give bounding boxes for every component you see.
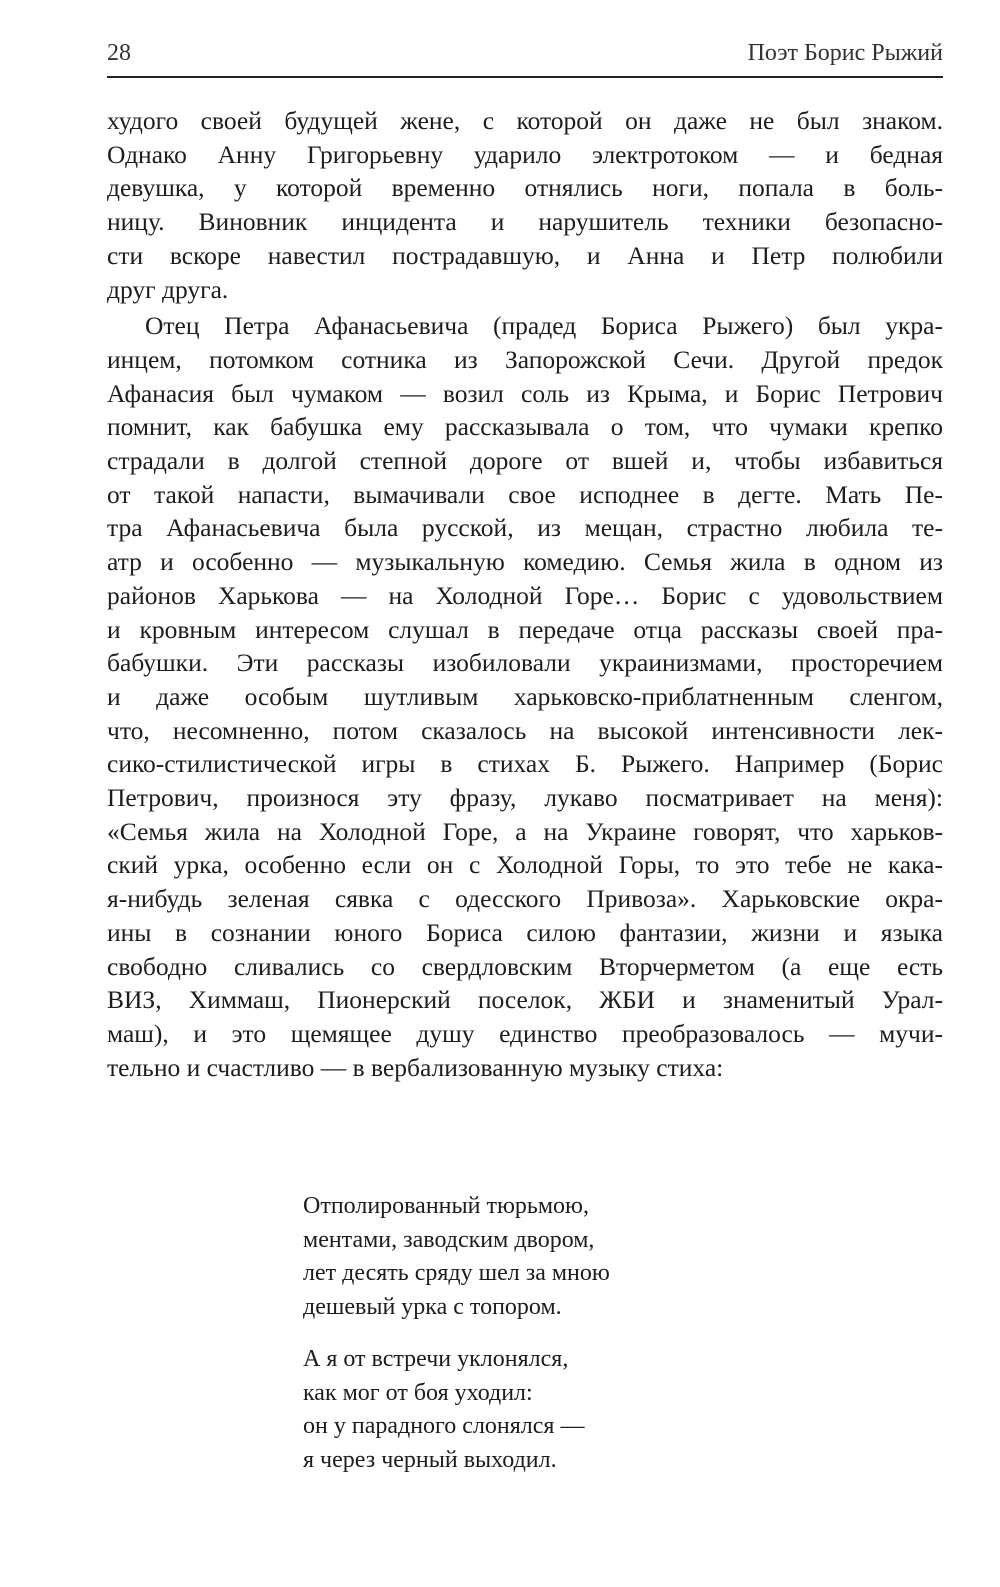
header-rule bbox=[107, 76, 943, 78]
text-line: ский урка, особенно если он с Холодной Горы, то это тебе не кака- bbox=[107, 850, 943, 880]
text-line: худого своей будущей жене, с которой он даже не был знаком. bbox=[107, 106, 943, 135]
text-line: районов Харькова — на Холодной Горе… Борис с удовольствием bbox=[107, 580, 943, 610]
text-line: я-нибудь зеленая сявка с одесского Привоза». Харьковские окра- bbox=[107, 884, 943, 914]
text-line: маш), и это щемящее душу единство преобразовалось — мучи- bbox=[107, 1018, 943, 1048]
text-line: и кровным интересом слушал в передаче отца рассказы своей пра- bbox=[107, 614, 943, 644]
text-line: сико-стилистической игры в стихах Б. Рыжего. Например (Борис bbox=[107, 749, 943, 779]
poem-line: ментами, заводским двором, bbox=[303, 1226, 595, 1253]
text-line: от такой напасти, вымачивали свое исподнее в дегте. Мать Пе- bbox=[107, 479, 943, 509]
text-line: Афанасия был чумаком — возил соль из Крыма, и Борис Петрович bbox=[107, 378, 943, 408]
text-line: друг друга. bbox=[107, 274, 229, 304]
poem-line: А я от встречи уклонялся, bbox=[303, 1346, 569, 1372]
text-line: свободно сливались со свердловским Вторчерметом (а еще есть bbox=[107, 951, 943, 981]
poem-line: я через черный выходил. bbox=[303, 1447, 557, 1474]
poem-line: как мог от боя уходил: bbox=[303, 1379, 533, 1406]
poem-line: он у парадного слонялся — bbox=[303, 1413, 585, 1440]
text-line: и даже особым шутливым харьковско-приблатненным сленгом, bbox=[107, 681, 943, 711]
text-line: Отец Петра Афанасьевича (прадед Бориса Рыжего) был укра- bbox=[145, 311, 943, 341]
text-line: помнит, как бабушка ему рассказывала о том, что чумаки крепко bbox=[107, 412, 943, 442]
text-line: тельно и счастливо — в вербализованную музыку стиха: bbox=[107, 1052, 724, 1082]
body-text bbox=[107, 104, 943, 1084]
text-line: страдали в долгой степной дороге от вшей и, чтобы избавиться bbox=[107, 446, 943, 476]
text-line: ВИЗ, Химмаш, Пионерский поселок, ЖБИ и знаменитый Урал- bbox=[107, 985, 943, 1015]
poem-stanza-2 bbox=[303, 1343, 584, 1478]
text-line: Однако Анну Григорьевну ударило электротоком — и бедная bbox=[107, 139, 943, 169]
running-title: Поэт Борис Рыжий bbox=[747, 40, 943, 66]
text-line: ницу. Виновник инцидента и нарушитель техники безопасно- bbox=[107, 207, 943, 237]
text-line: атр и особенно — музыкальную комедию. Семья жила в одном из bbox=[107, 547, 943, 577]
text-line: инцем, потомком сотника из Запорожской Сечи. Другой предок bbox=[107, 344, 943, 374]
text-line: девушка, у которой временно отнялись ноги, попала в боль- bbox=[107, 173, 943, 203]
page-number: 28 bbox=[107, 40, 131, 66]
poem-line: лет десять сряду шел за мною bbox=[303, 1260, 610, 1287]
text-line: тра Афанасьевича была русской, из мещан, страстно любила те- bbox=[107, 513, 943, 543]
poem-line: дешевый урка с топором. bbox=[303, 1294, 562, 1321]
poem-line: Отполированный тюрьмою, bbox=[303, 1193, 589, 1219]
text-line: Петрович, произнося эту фразу, лукаво посматривает на меня): bbox=[107, 783, 943, 813]
text-line: «Семья жила на Холодной Горе, а на Украине говорят, что харьков- bbox=[107, 816, 943, 846]
text-line: ины в сознании юного Бориса силою фантазии, жизни и языка bbox=[107, 917, 943, 947]
poem-stanza-1 bbox=[303, 1190, 610, 1325]
text-line: сти вскоре навестил пострадавшую, и Анна и Петр полюбили bbox=[107, 240, 943, 270]
text-line: бабушки. Эти рассказы изобиловали украинизмами, просторечием bbox=[107, 648, 943, 678]
text-line: что, несомненно, потом сказалось на высокой интенсивности лек- bbox=[107, 715, 943, 745]
